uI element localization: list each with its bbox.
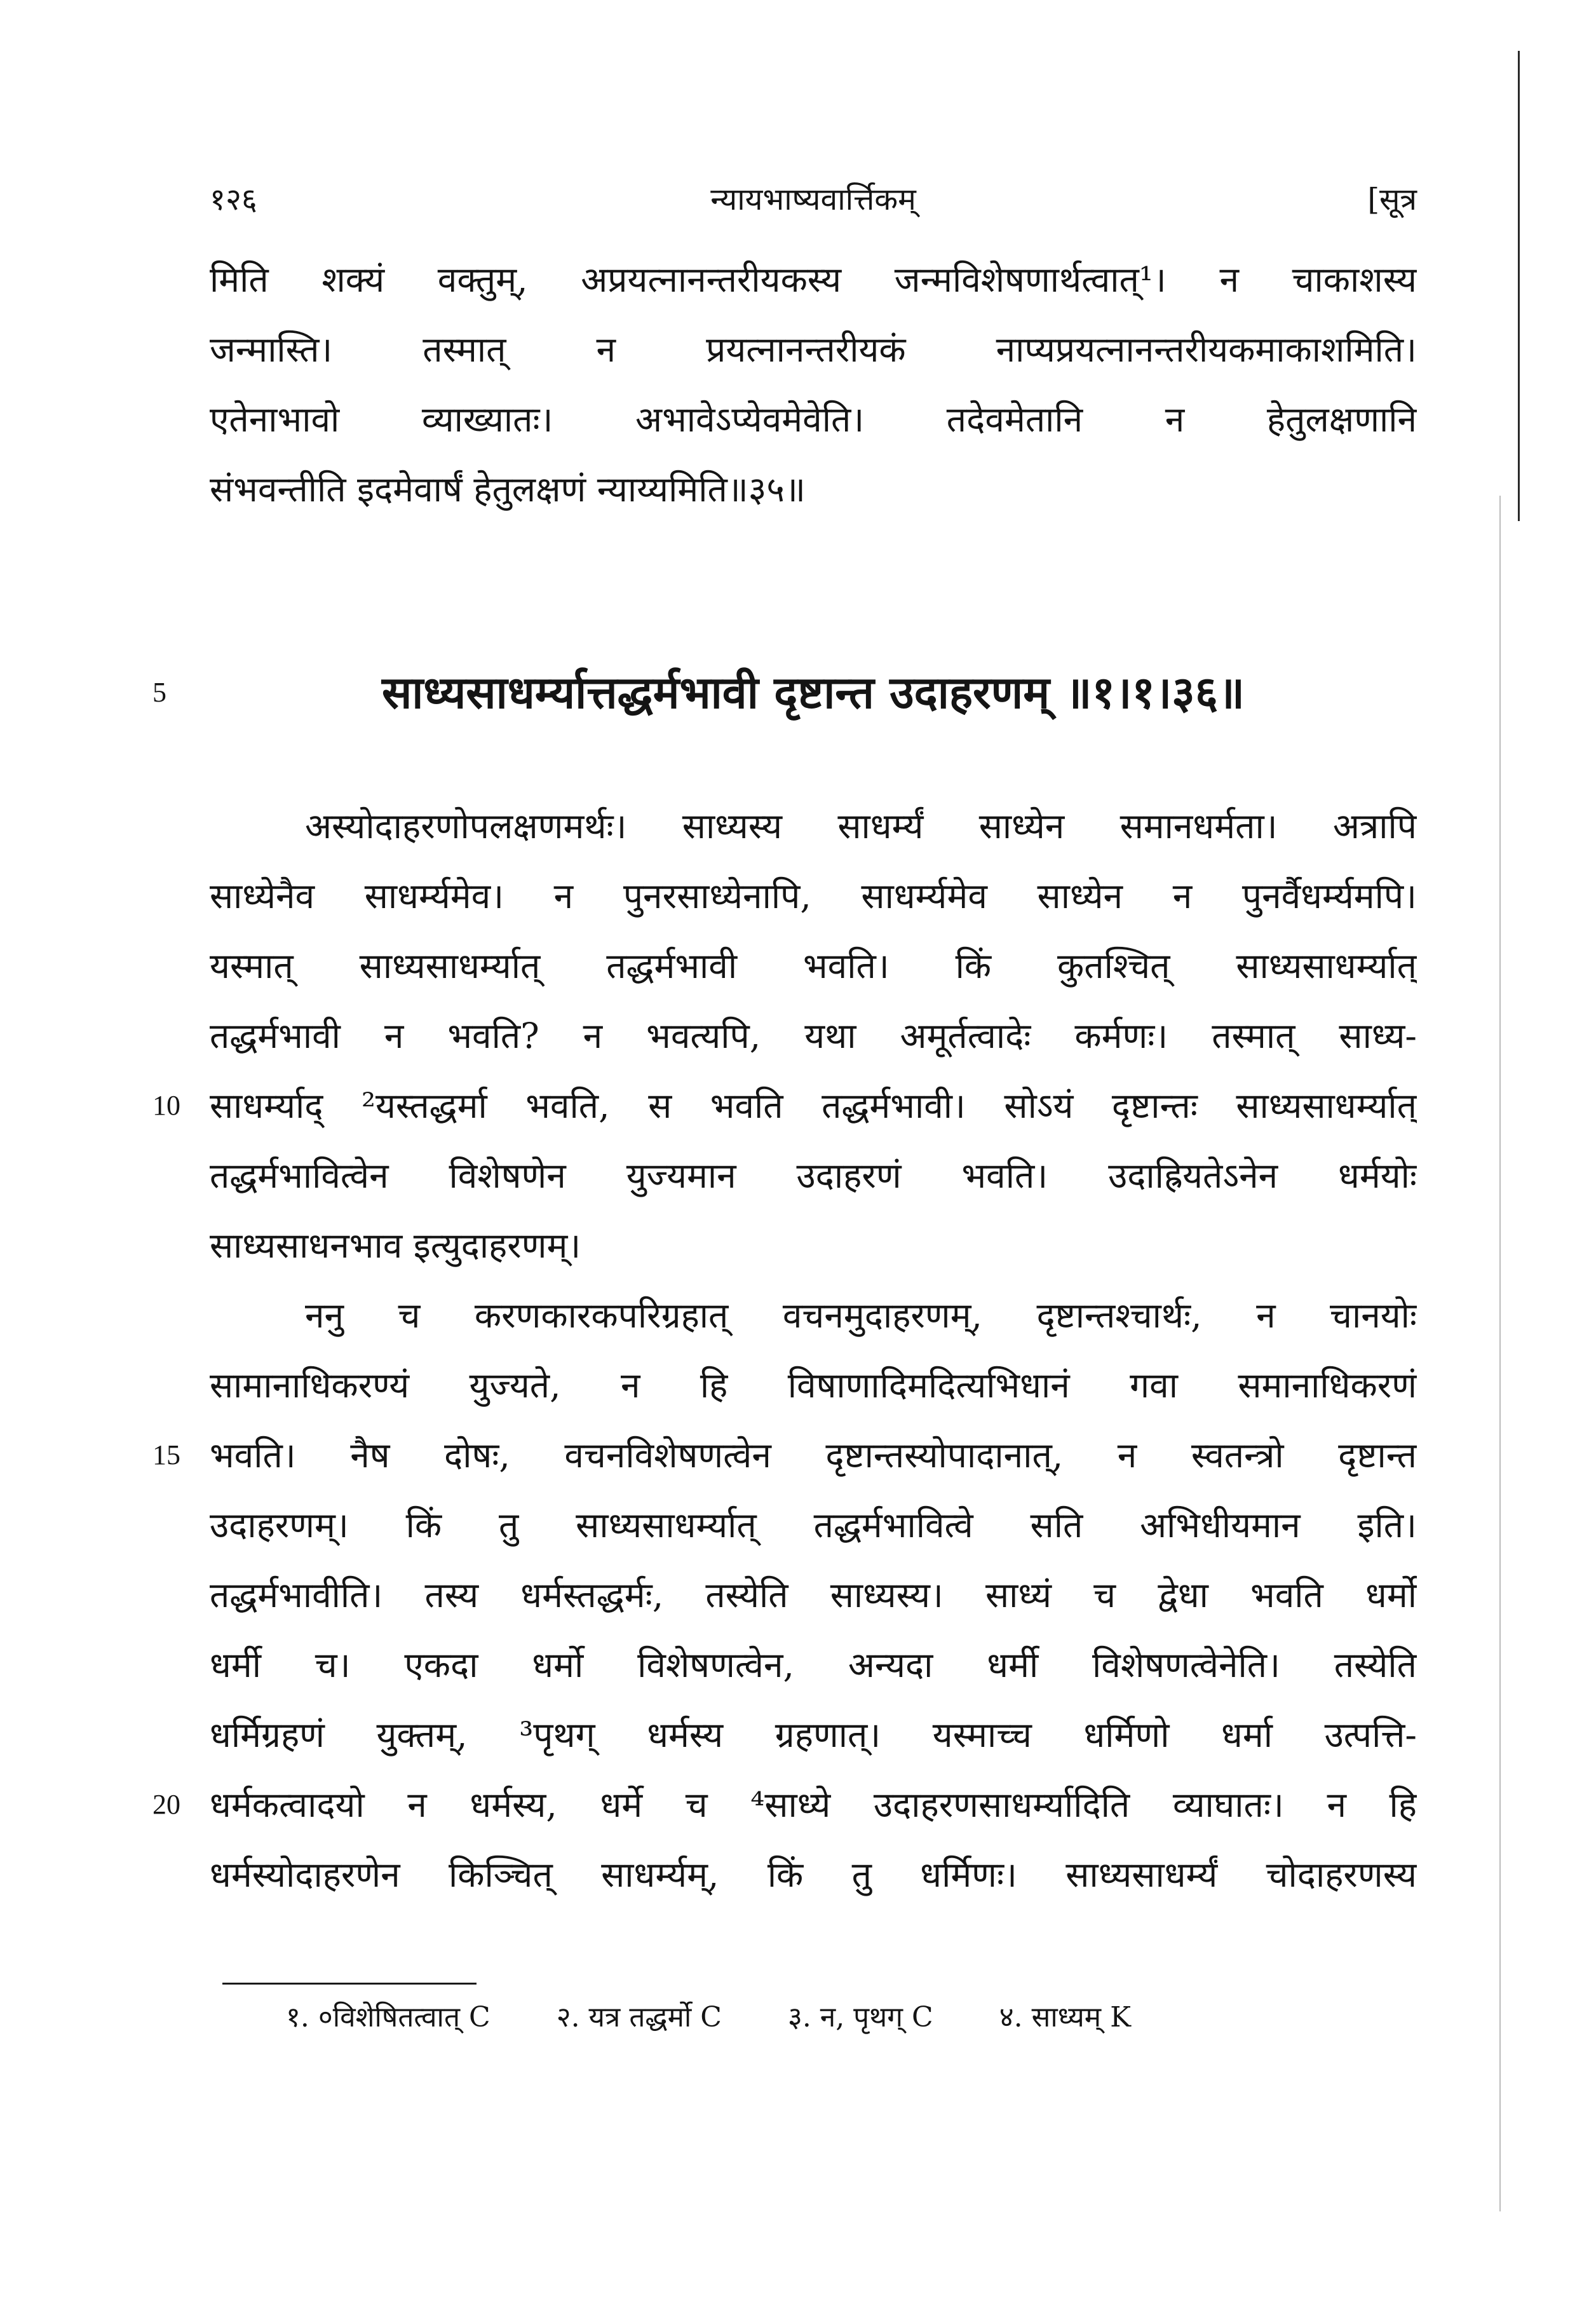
footnote: १. ०विशेषितत्वात् C <box>286 2001 490 2033</box>
text-line: ननु च करणकारकपरिग्रहात् वचनमुदाहरणम्, दृष्टान्तश्चार्थः, न चानयोः <box>305 1295 1417 1336</box>
text-line: धर्मस्योदाहरणेन किञ्चित् साधर्म्यम्, किं तु धर्मिणः। साध्यसाधर्म्यं चोदाहरणस्य <box>210 1854 1417 1895</box>
line-number: 15 <box>152 1439 180 1470</box>
footnote: २. यत्र तद्धर्मो C <box>556 2001 722 2033</box>
section-marker: [सूत्र <box>1367 182 1417 217</box>
line-number: 5 <box>152 677 166 708</box>
footnote: ३. न, पृथग् C <box>787 2001 933 2033</box>
text-line: यस्मात् साध्यसाधर्म्यात् तद्धर्मभावी भवति। किं कुतश्चित् साध्यसाधर्म्यात् <box>210 946 1417 986</box>
footnote: ४. साध्यम् K <box>999 2001 1131 2033</box>
text-line: तद्धर्मभावीति। तस्य धर्मस्तद्धर्मः, तस्येति साध्यस्य। साध्यं च द्वेधा भवति धर्मो <box>210 1575 1417 1615</box>
footnote-divider <box>222 1983 477 1985</box>
footnotes <box>286 1989 1417 2046</box>
text-line: तद्धर्मभावित्वेन विशेषणेन युज्यमान उदाहरणं भवति। उदाह्रियतेऽनेन धर्मयोः <box>210 1155 1417 1196</box>
text-line: धर्मिग्रहणं युक्तम्, ³पृथग् धर्मस्य ग्रहणात्। यस्माच्च धर्मिणो धर्मा उत्पत्ति- <box>210 1714 1417 1755</box>
running-title: न्यायभाष्यवार्त्तिकम् <box>710 182 916 217</box>
sutra-heading: साध्यसाधर्म्यात्तद्धर्मभावी दृष्टान्त उदाहरणम् ॥१।१।३६॥ <box>381 666 1245 719</box>
text-line: अस्योदाहरणोपलक्षणमर्थः। साध्यस्य साधर्म्यं साध्येन समानधर्मता। अत्रापि <box>305 806 1417 846</box>
page-number: १२६ <box>210 182 257 217</box>
text-line: एतेनाभावो व्याख्यातः। अभावेऽप्येवमेवेति। तदेवमेतानि न हेतुलक्षणानि <box>210 399 1417 440</box>
line-number: 20 <box>152 1789 180 1820</box>
running-header <box>210 178 1417 235</box>
text-line: धर्मकत्वादयो न धर्मस्य, धर्मे च ⁴साध्ये उदाहरणसाधर्म्यादिति व्याघातः। न हि <box>210 1784 1417 1825</box>
line-number: 10 <box>152 1090 180 1121</box>
text-line: जन्मास्ति। तस्मात् न प्रयत्नानन्तरीयकं नाप्यप्रयत्नानन्तरीयकमाकाशमिति। <box>210 329 1417 370</box>
text-line: उदाहरणम्। किं तु साध्यसाधर्म्यात् तद्धर्मभावित्वे सति अभिधीयमान इति। <box>210 1505 1417 1545</box>
text-line: साधर्म्याद् ²यस्तद्धर्मा भवति, स भवति तद्धर्मभावी। सोऽयं दृष्टान्तः साध्यसाधर्म्यात् <box>210 1085 1417 1126</box>
scan-edge-line <box>1518 51 1520 521</box>
text-line: धर्मी च। एकदा धर्मो विशेषणत्वेन, अन्यदा धर्मी विशेषणत्वेनेति। तस्येति <box>210 1645 1417 1685</box>
scan-edge-line <box>1499 496 1501 2211</box>
text-line: संभवन्तीति इदमेवार्षं हेतुलक्षणं न्याय्यमिति॥३५॥ <box>210 469 806 510</box>
text-line: साध्येनैव साधर्म्यमेव। न पुनरसाध्येनापि, साधर्म्यमेव साध्येन न पुनर्वैधर्म्यमपि। <box>210 876 1417 916</box>
text-line: सामानाधिकरण्यं युज्यते, न हि विषाणादिमदित्यभिधानं गवा समानाधिकरणं <box>210 1365 1417 1406</box>
text-line: भवति। नैष दोषः, वचनविशेषणत्वेन दृष्टान्तस्योपादानात्, न स्वतन्त्रो दृष्टान्त <box>210 1435 1417 1476</box>
text-line: मिति शक्यं वक्तुम्, अप्रयत्नानन्तरीयकस्य जन्मविशेषणार्थत्वात्¹। न चाकाशस्य <box>210 259 1417 300</box>
text-line: साध्यसाधनभाव इत्युदाहरणम्। <box>210 1225 581 1266</box>
text-line: तद्धर्मभावी न भवति? न भवत्यपि, यथा अमूर्तत्वादेः कर्मणः। तस्मात् साध्य- <box>210 1015 1417 1056</box>
